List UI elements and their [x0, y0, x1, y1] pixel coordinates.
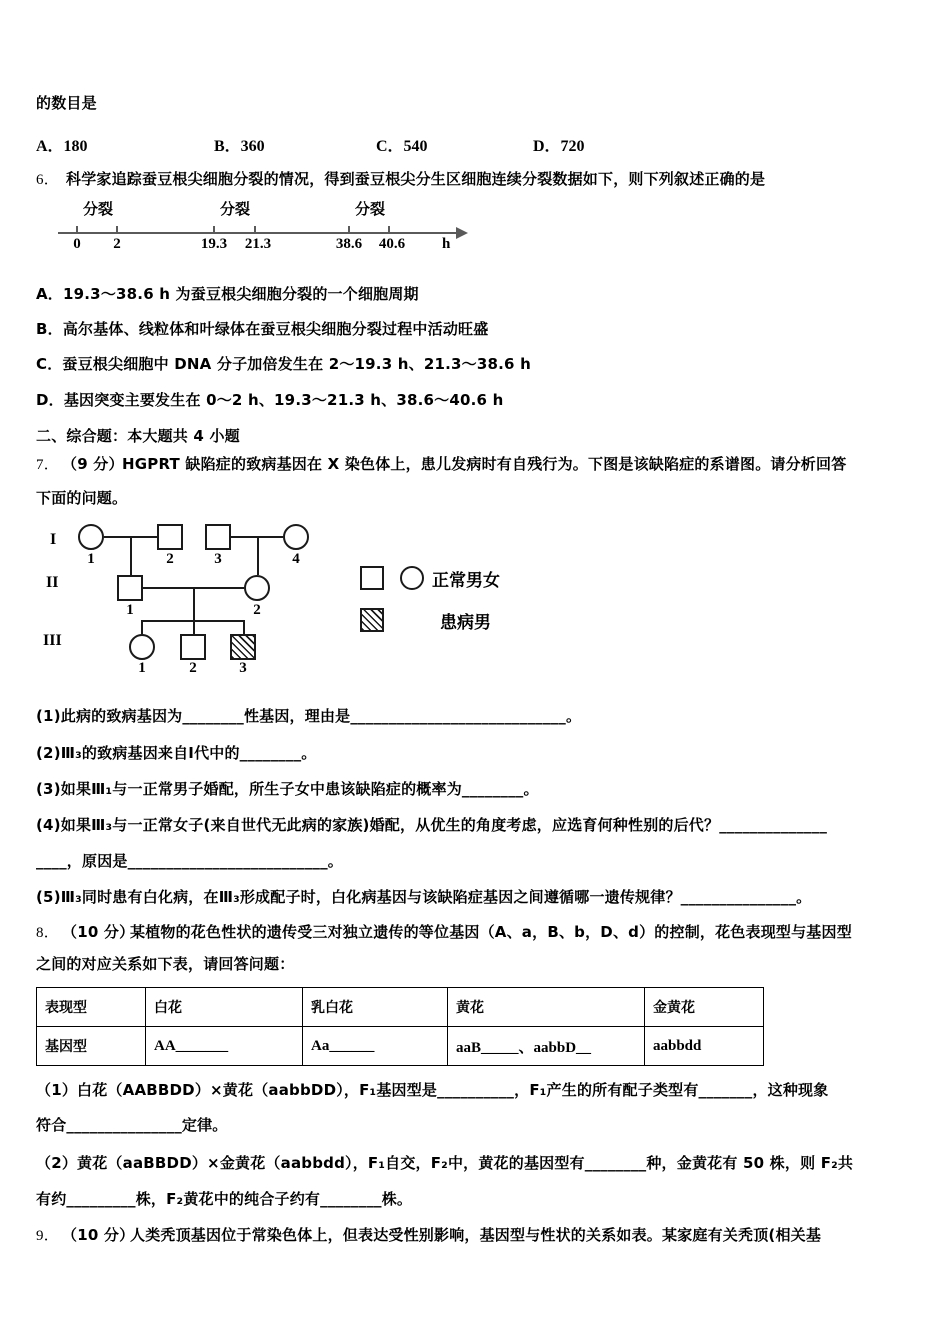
- question-8-sub-2-line1[interactable]: （2）黄花（aaBBDD）×金黄花（aabbdd），F₁自交，F₂中，黄花的基因型有________种，金黄花有 50 株，则 F₂共: [36, 1154, 854, 1172]
- generation-label-2: II: [46, 574, 59, 591]
- pedigree-id-II-1: 1: [126, 602, 134, 618]
- pedigree-individual-II-1[interactable]: [117, 575, 143, 601]
- timeline-arrow-icon: [456, 227, 468, 239]
- pedigree-id-I-3: 3: [214, 551, 222, 567]
- question-7-stem-line2: 下面的问题。: [36, 489, 128, 507]
- option-b-q6[interactable]: B．高尔基体、线粒体和叶绿体在蚕豆根尖细胞分裂过程中活动旺盛: [36, 320, 489, 338]
- pedigree-sibling-connector-III-1: [141, 620, 143, 634]
- option-b-q5[interactable]: B．360: [214, 138, 265, 155]
- cell-division-timeline: [58, 196, 478, 254]
- pedigree-id-II-2: 2: [253, 602, 261, 618]
- timeline-tick-label: 38.6: [335, 236, 363, 252]
- table-row-genotype: [37, 1027, 764, 1066]
- legend-normal-label: 正常男女: [432, 571, 500, 591]
- pedigree-id-III-1: 1: [138, 660, 146, 676]
- timeline-tick: [213, 226, 215, 233]
- table-cell-genotype-gold: aabbdd: [645, 1027, 764, 1066]
- timeline-tick: [76, 226, 78, 233]
- timeline-tick: [254, 226, 256, 233]
- pedigree-legend: [360, 562, 560, 652]
- question-8-stem-line2: 之间的对应关系如下表，请回答问题：: [36, 955, 295, 973]
- question-7-sub-3[interactable]: (3)如果Ⅲ₁与一正常男子婚配，所生子女中患该缺陷症的概率为________。: [36, 780, 539, 798]
- timeline-tick-label: 40.6: [378, 236, 406, 252]
- question-7-sub-2[interactable]: (2)Ⅲ₃的致病基因来自Ⅰ代中的________。: [36, 744, 317, 762]
- question-6-stem: 科学家追踪蚕豆根尖细胞分裂的情况，得到蚕豆根尖分生区细胞连续分裂数据如下，则下列叙述正确的是: [66, 170, 766, 188]
- table-cell-genotype-white: AA_______: [146, 1027, 303, 1066]
- table-cell-phenotype-white: 白花: [146, 988, 303, 1027]
- table-cell-phenotype-yellow: 黄花: [448, 988, 645, 1027]
- pedigree-sibling-connector-III-3: [243, 620, 245, 634]
- generation-label-1: I: [50, 531, 57, 548]
- question-9-number: 9．: [36, 1228, 59, 1244]
- option-c-q6[interactable]: C．蚕豆根尖细胞中 DNA 分子加倍发生在 2～19.3 h、21.3～38.6 h: [36, 355, 531, 373]
- pedigree-id-III-2: 2: [189, 660, 197, 676]
- option-d-q5[interactable]: D．720: [533, 138, 585, 155]
- pedigree-sibship-drop-line: [193, 587, 195, 620]
- pedigree-id-I-4: 4: [292, 551, 300, 567]
- timeline-tick-label: 19.3: [200, 236, 228, 252]
- timeline-segment-label: 分裂: [354, 200, 386, 218]
- pedigree-individual-I-1[interactable]: [78, 524, 104, 550]
- question-8-number: 8．: [36, 925, 59, 941]
- pedigree-individual-II-2[interactable]: [244, 575, 270, 601]
- pedigree-individual-III-1[interactable]: [129, 634, 155, 660]
- option-c-q5[interactable]: C．540: [376, 138, 428, 155]
- table-cell-genotype-yellow: aaB_____、aabbD__: [448, 1027, 645, 1066]
- question-8-sub-2-line2[interactable]: 有约_________株，F₂黄花中的纯合子约有________株。: [36, 1190, 413, 1208]
- pedigree-id-III-3: 3: [239, 660, 247, 676]
- question-7-stem-line1: HGPRT 缺陷症的致病基因在 X 染色体上，患儿发病时有自残行为。下图是该缺陷症的系谱图。请分析回答: [122, 455, 847, 473]
- option-d-q6[interactable]: D．基因突变主要发生在 0～2 h、19.3～21.3 h、38.6～40.6 h: [36, 391, 504, 409]
- question-8-score: （10 分）: [62, 923, 135, 941]
- table-cell-phenotype-gold: 金黄花: [645, 988, 764, 1027]
- carryover-text: 的数目是: [36, 94, 97, 112]
- question-7-sub-4-line2[interactable]: ____，原因是__________________________。: [36, 852, 344, 870]
- pedigree-individual-I-2[interactable]: [157, 524, 183, 550]
- flower-color-genotype-table: [36, 987, 764, 1066]
- table-cell-phenotype-cream: 乳白花: [303, 988, 448, 1027]
- timeline-tick-label: 21.3: [244, 236, 272, 252]
- table-header-phenotype: 表现型: [37, 988, 146, 1027]
- timeline-segment-label: 分裂: [82, 200, 114, 218]
- timeline-segment-label: 分裂: [219, 200, 251, 218]
- legend-affected-label: 患病男: [440, 613, 491, 633]
- question-8-sub-1-line1[interactable]: （1）白花（AABBDD）×黄花（aabbDD），F₁基因型是__________，F₁产生的所有配子类型有_______，这种现象: [36, 1081, 829, 1099]
- pedigree-individual-III-3-affected[interactable]: [230, 634, 256, 660]
- pedigree-individual-III-2[interactable]: [180, 634, 206, 660]
- pedigree-sibling-connector-III-2: [193, 620, 195, 634]
- pedigree-id-I-2: 2: [166, 551, 174, 567]
- pedigree-id-I-1: 1: [87, 551, 95, 567]
- timeline-tick-label: 2: [113, 236, 121, 252]
- timeline-axis: [58, 232, 458, 234]
- table-header-genotype: 基因型: [37, 1027, 146, 1066]
- question-9-score: （10 分）: [62, 1226, 135, 1244]
- pedigree-descent-line-I-to-II-2: [257, 536, 259, 575]
- timeline-tick: [388, 226, 390, 233]
- question-8-sub-1-line2[interactable]: 符合_______________定律。: [36, 1116, 228, 1134]
- table-cell-genotype-cream: Aa______: [303, 1027, 448, 1066]
- timeline-tick-label: 0: [73, 236, 81, 252]
- legend-affected-male-icon: [360, 608, 384, 632]
- table-row-phenotype: [37, 988, 764, 1027]
- timeline-unit-label: h: [442, 236, 451, 252]
- pedigree-individual-I-4[interactable]: [283, 524, 309, 550]
- question-7-sub-1[interactable]: (1)此病的致病基因为________性基因，理由是____________________________。: [36, 707, 582, 725]
- question-8-stem-line1: 某植物的花色性状的遗传受三对独立遗传的等位基因（A、a，B、b，D、d）的控制，花色表现型与基因型: [130, 923, 852, 941]
- pedigree-descent-line-I-to-II-1: [130, 536, 132, 575]
- timeline-tick: [348, 226, 350, 233]
- legend-normal-female-icon: [400, 566, 424, 590]
- generation-label-3: III: [43, 632, 62, 649]
- legend-normal-male-icon: [360, 566, 384, 590]
- question-6-number: 6．: [36, 172, 59, 188]
- option-a-q6[interactable]: A．19.3～38.6 h 为蚕豆根尖细胞分裂的一个细胞周期: [36, 285, 419, 303]
- question-7-number: 7．: [36, 457, 59, 473]
- question-7-sub-5[interactable]: (5)Ⅲ₃同时患有白化病，在Ⅲ₃形成配子时，白化病基因与该缺陷症基因之间遵循哪一遗传规律？_______________。: [36, 888, 812, 906]
- option-a-q5[interactable]: A．180: [36, 138, 88, 155]
- question-9-stem-line1: 人类秃顶基因位于常染色体上，但表达受性别影响，基因型与性状的关系如表。某家庭有关秃顶(相关基: [130, 1226, 822, 1244]
- section-2-heading: 二、综合题：本大题共 4 小题: [36, 427, 240, 445]
- timeline-tick: [116, 226, 118, 233]
- pedigree-individual-I-3[interactable]: [205, 524, 231, 550]
- question-7-score: （9 分）: [62, 455, 124, 473]
- question-7-sub-4-line1[interactable]: (4)如果Ⅲ₃与一正常女子(来自世代无此病的家族)婚配，从优生的角度考虑，应选育何种性别的后代？______________: [36, 816, 828, 834]
